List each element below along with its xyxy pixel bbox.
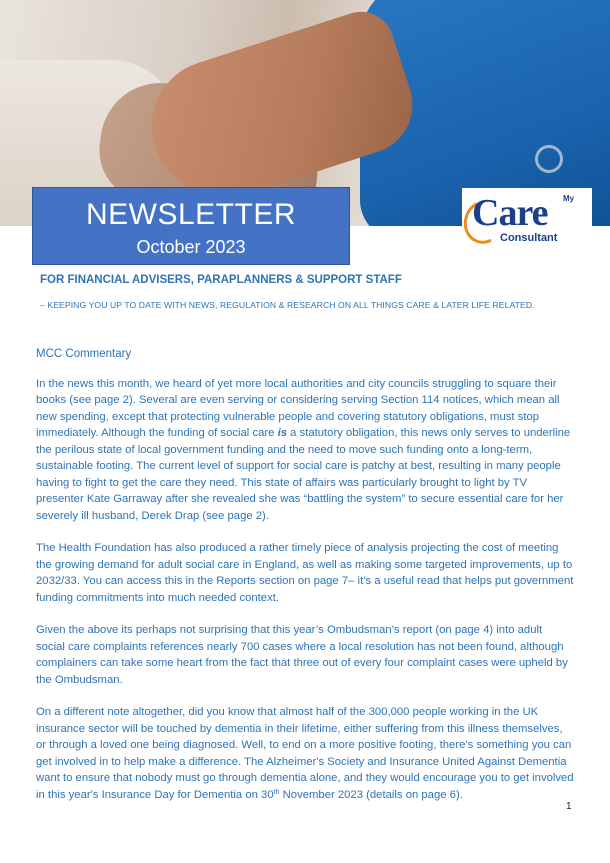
my-care-consultant-logo [462, 188, 592, 252]
paragraph-4 [36, 704, 574, 803]
commentary-heading: MCC Commentary [36, 348, 132, 360]
commentary-section [36, 346, 574, 819]
paragraph-2: The Health Foundation has also produced a rather timely piece of analysis projecting the cost of meeting the growing demand for adult social care in England, as well as making some targeted improvements, up to 2032/33. You can access this in the Reports section on page 7– it’s a useful read that helps put government funding commitments into much needed context. [36, 542, 574, 604]
photo-ring [535, 145, 563, 173]
newsletter-banner [32, 187, 350, 265]
p4-superscript: th [273, 788, 280, 796]
logo-my: My [563, 194, 575, 203]
audience-subtitle: FOR FINANCIAL ADVISERS, PARAPLANNERS & SUPPORT STAFF [40, 274, 402, 286]
paragraph-3: Given the above its perhaps not surprising that this year’s Ombudsman’s report (on page 4) into adult social care complaints references nearly 700 cases where a local resolution has not been found, although complainers can take some heart from the fact that three out of every four complaint cases were upheld by the Ombudsman. [36, 624, 568, 686]
tagline: – KEEPING YOU UP TO DATE WITH NEWS, REGULATION & RESEARCH ON ALL THINGS CARE & LATER LIFE RELATED. [40, 300, 535, 310]
p4-part-a: On a different note altogether, did you know that almost half of the 300,000 people working in the UK insurance sector will be touched by dementia in their lifetime, either suffering from this illness themselves, or through a loved one being diagnosed. Well, to end on a more positive footing, there’s something you can get involved in to help make a difference. The Alzheimer's Society and Insurance United Against Dementia want to ensure that nobody must go through dementia alone, and they would encourage you to get involved in this year's Insurance Day for Dementia on 30 [36, 706, 574, 801]
p1-emphasis: is [277, 427, 287, 439]
banner-date: October 2023 [136, 237, 246, 257]
p1-part-a: In the news this month, we heard of yet more local authorities and city councils struggling to square their books (see page 2). Several are even serving or considering serving Section 114 notices, which mean all new spending, except that protecting vulnerable people and covering statutory obligations, must stop immediately. Although the funding of social care [36, 377, 560, 439]
paragraph-1 [36, 376, 574, 525]
p1-part-b: a statutory obligation, this news only serves to underline the perilous state of local government funding and the need to move such funding onto a long-term, sustainable footing. The current level of support for social care is patchy at best, resulting in many people having to fight to get the care they need. This state of affairs was particularly brought to light by TV presenter Kate Garraway after she revealed she was “battling the system” to secure essential care for her severely ill husband, Derek Drap (see page 2). [36, 427, 571, 522]
banner-title: NEWSLETTER [85, 198, 297, 231]
page-number: 1 [566, 801, 572, 812]
logo-consultant: Consultant [500, 232, 558, 244]
p4-part-b: November 2023 (details on page 6). [279, 788, 463, 801]
logo-care: Care [472, 192, 548, 234]
